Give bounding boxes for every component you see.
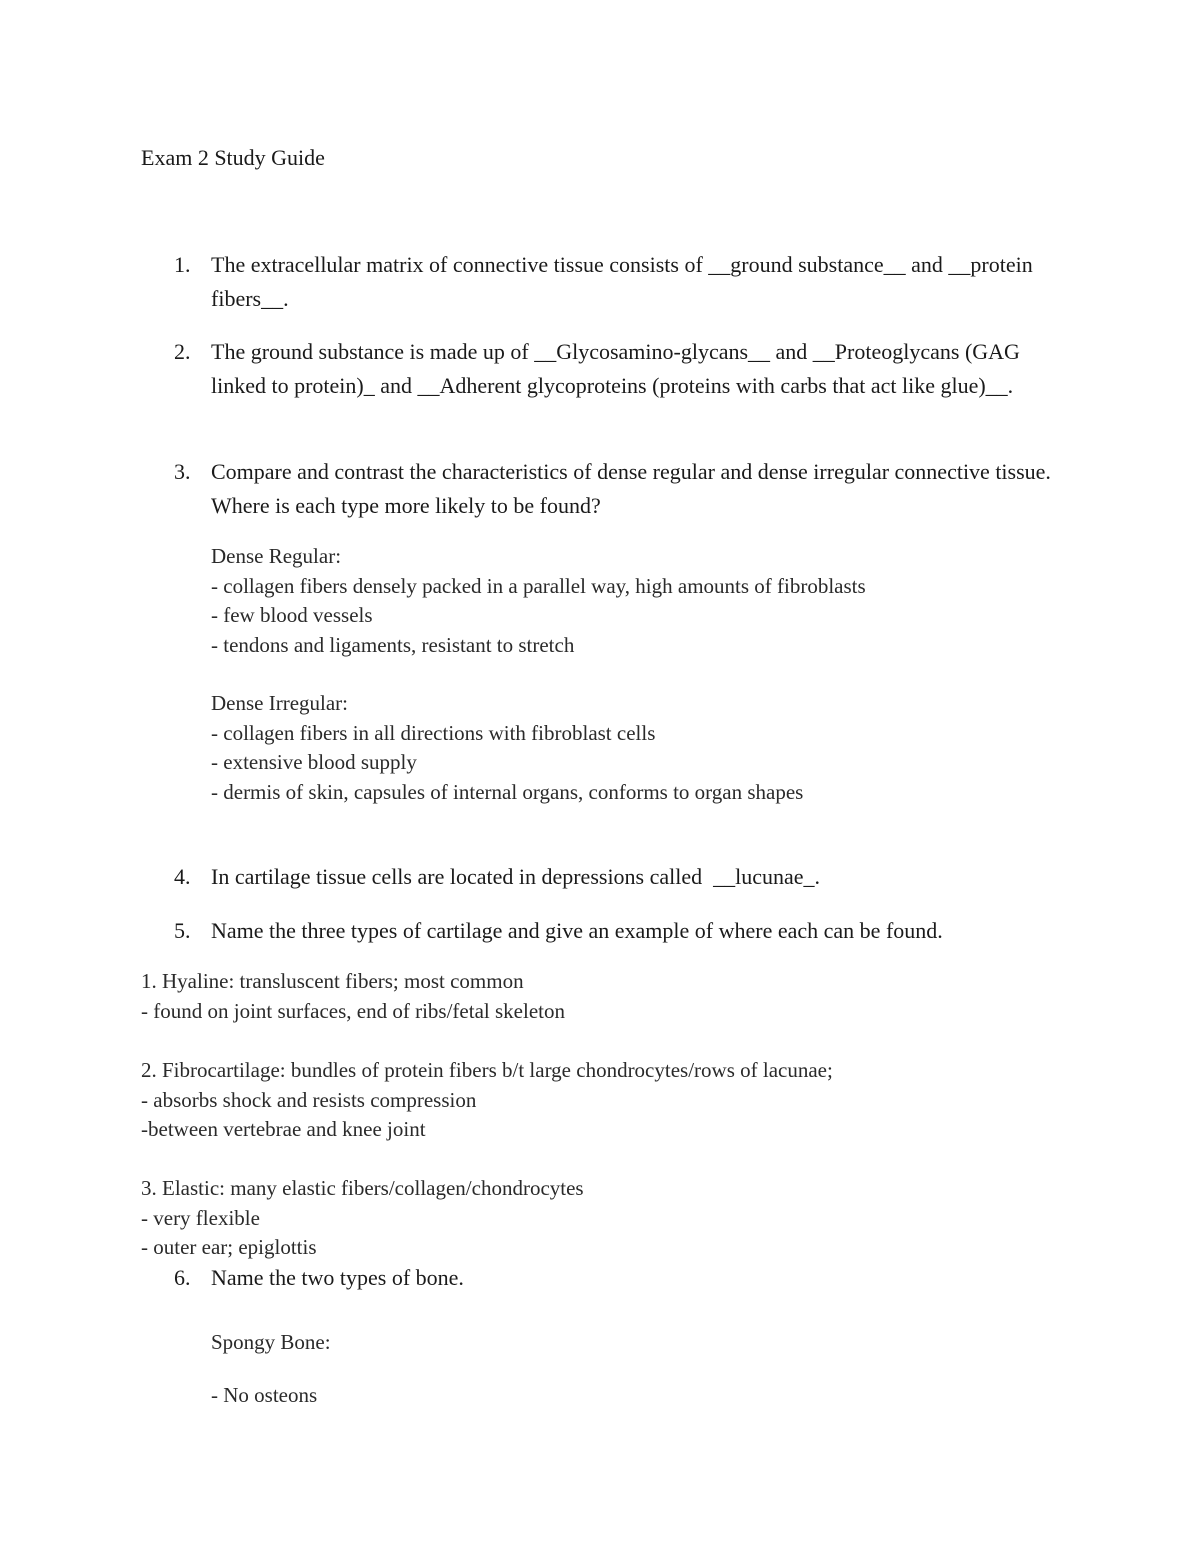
- answer-heading: 2. Fibrocartilage: bundles of protein fibers b/t large chondrocytes/rows of lacunae;: [141, 1058, 833, 1082]
- dense-regular-answer: [211, 542, 866, 660]
- answer-line: - collagen fibers densely packed in a parallel way, high amounts of fibroblasts: [211, 573, 866, 598]
- question-text: Compare and contrast the characteristics of dense regular and dense irregular connective tissue. Where is each type more likely to be found?: [211, 459, 1051, 518]
- answer-line: -between vertebrae and knee joint: [141, 1117, 426, 1141]
- fibrocartilage-answer: [141, 1056, 833, 1145]
- elastic-answer: [141, 1174, 584, 1263]
- question-text: The ground substance is made up of __Glycosamino-glycans__ and __Proteoglycans (GAG linked to protein)_ and __Adherent glycoproteins (proteins with carbs that act like glue)__.: [211, 339, 1020, 398]
- question-text: Name the two types of bone.: [211, 1265, 464, 1290]
- answer-line: - absorbs shock and resists compression: [141, 1087, 477, 1112]
- answer-heading: 3. Elastic: many elastic fibers/collagen/chondrocytes: [141, 1176, 584, 1200]
- question-number: 6.: [174, 1265, 191, 1290]
- question-number: 1.: [174, 252, 191, 277]
- spongy-bone-answer: [211, 1316, 331, 1422]
- answer-line: - tendons and ligaments, resistant to stretch: [211, 632, 575, 657]
- answer-line: - extensive blood supply: [211, 750, 417, 774]
- answer-line: - very flexible: [141, 1205, 260, 1230]
- answer-line: - found on joint surfaces, end of ribs/fetal skeleton: [141, 998, 565, 1023]
- question-number: 5.: [174, 918, 191, 943]
- question-number: 2.: [174, 339, 191, 364]
- question-number: 4.: [174, 864, 191, 889]
- answer-line: - outer ear; epiglottis: [141, 1235, 317, 1259]
- page-title: Exam 2 Study Guide: [141, 145, 325, 170]
- answer-heading: Spongy Bone:: [211, 1330, 331, 1354]
- question-text: In cartilage tissue cells are located in depressions called __lucunae_.: [211, 864, 821, 889]
- answer-heading: Dense Regular:: [211, 544, 342, 568]
- answer-line: - dermis of skin, capsules of internal organs, conforms to organ shapes: [211, 779, 804, 804]
- answer-line: - No osteons: [211, 1383, 318, 1407]
- answer-line: - collagen fibers in all directions with fibroblast cells: [211, 720, 656, 745]
- answer-heading: Dense Irregular:: [211, 691, 349, 715]
- question-number: 3.: [174, 459, 191, 484]
- answer-heading: 1. Hyaline: transluscent fibers; most common: [141, 969, 524, 993]
- question-text: Name the three types of cartilage and give an example of where each can be found.: [211, 918, 943, 943]
- hyaline-answer: [141, 967, 565, 1026]
- answer-line: - few blood vessels: [211, 603, 373, 627]
- dense-irregular-answer: [211, 689, 803, 807]
- question-text: The extracellular matrix of connective tissue consists of __ground substance__ and __protein fibers__.: [211, 252, 1033, 311]
